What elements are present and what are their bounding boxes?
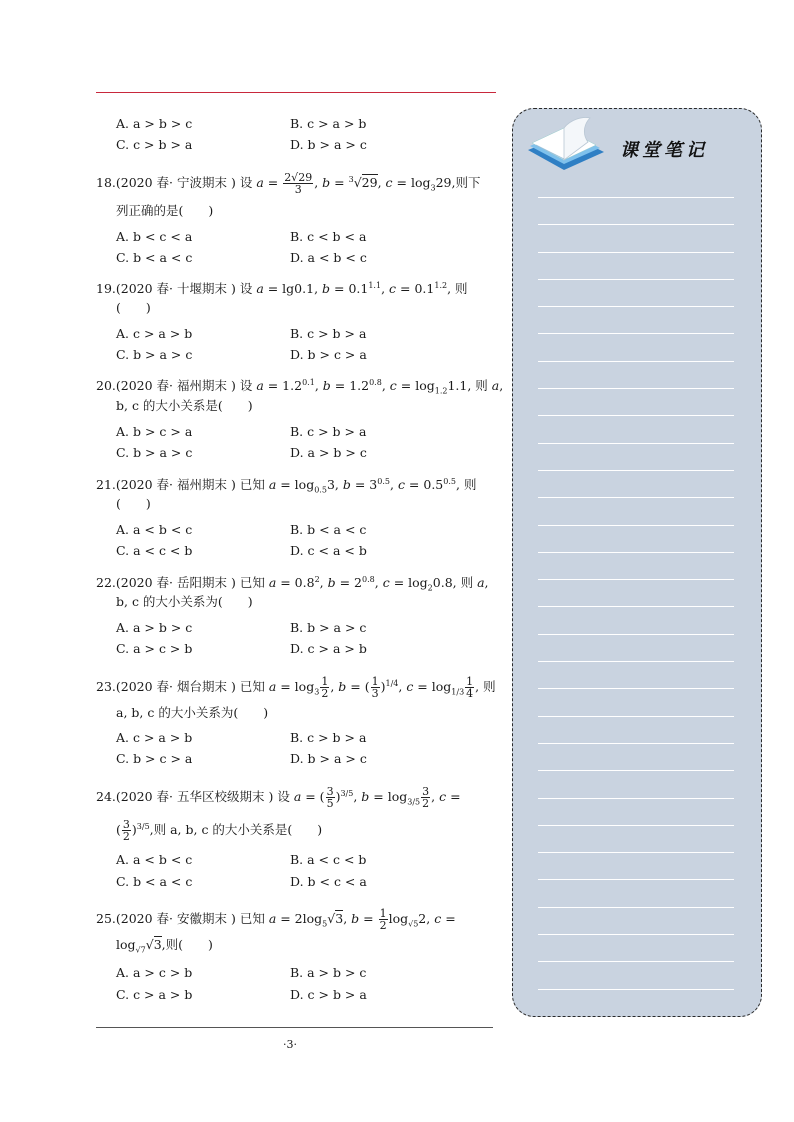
note-lines[interactable] — [538, 197, 734, 1016]
note-line — [538, 552, 734, 553]
q25-stem: 25.(2020 春· 安徽期末 ) 已知 $a = 2\log_5√3$, b = $\frac{1}{2}$ $\log_{√5}2$, c = — [96, 907, 456, 932]
q23-stem: 23.(2020 春· 烟台期末 ) 已知 $a = \log_3$ $\frac{1}{2}$ , b = ( $\frac{1}{3}$ )$^{1/4}$, $c = \log_{1/3}$ $\frac{1}{4}$ , 则 — [96, 675, 496, 701]
q24-stem: 24.(2020 春· 五华区校级期末 ) 设 a = ( $\frac{3}{5}$ )$^{3/5}$, $b = \log_{3/5}$ $\frac{3}{2}$ , c = — [96, 785, 461, 811]
note-line — [538, 606, 734, 607]
q23-option-c[interactable]: C. b > c > a — [116, 751, 193, 766]
q25-option-d[interactable]: D. c > b > a — [290, 987, 367, 1002]
q18-number: 18. — [96, 175, 116, 191]
q18-source: (2020 春· 宁波期末 ) 设 — [115, 175, 253, 191]
q21-line2: ( ) — [116, 496, 151, 511]
q24-option-b[interactable]: B. a < c < b — [290, 852, 367, 867]
q19-stem: 19.(2020 春· 十堰期末 ) 设 a = lg0.1, $b = 0.1^{1.1}$, $c = 0.1^{1.2}$, 则 — [96, 281, 468, 297]
q20-option-c[interactable]: C. b > a > c — [116, 445, 193, 460]
q23-option-b[interactable]: B. c > b > a — [290, 730, 367, 745]
note-line — [538, 361, 734, 362]
q20-line2: b, c 的大小关系是( ) — [116, 398, 253, 413]
q19-option-b[interactable]: B. c > b > a — [290, 326, 367, 341]
note-line — [538, 661, 734, 662]
note-line — [538, 306, 734, 307]
note-line — [538, 879, 734, 880]
note-line — [538, 798, 734, 799]
q18-option-b[interactable]: B. c < b < a — [290, 229, 367, 244]
q22-option-c[interactable]: C. a > c > b — [116, 641, 193, 656]
note-line — [538, 688, 734, 689]
q17-option-c[interactable]: C. c > b > a — [116, 137, 193, 152]
q19-option-c[interactable]: C. b > a > c — [116, 347, 193, 362]
note-line — [538, 961, 734, 962]
note-line — [538, 634, 734, 635]
notebook-icon — [524, 112, 608, 174]
note-line — [538, 252, 734, 253]
q21-option-d[interactable]: D. c < a < b — [290, 543, 367, 558]
note-line — [538, 470, 734, 471]
note-line — [538, 415, 734, 416]
q20-option-b[interactable]: B. c > b > a — [290, 424, 367, 439]
q19-option-d[interactable]: D. b > c > a — [290, 347, 367, 362]
q25-option-a[interactable]: A. a > c > b — [116, 965, 193, 980]
q21-option-a[interactable]: A. a < b < c — [116, 522, 193, 537]
q22-option-a[interactable]: A. a > b > c — [116, 620, 193, 635]
q21-stem: 21.(2020 春· 福州期末 ) 已知 $a = \log_{0.5}3$, $b = 3^{0.5}$, $c = 0.5^{0.5}$, 则 — [96, 477, 477, 495]
q25-option-c[interactable]: C. c > a > b — [116, 987, 193, 1002]
q17-option-d[interactable]: D. b > a > c — [290, 137, 367, 152]
note-line — [538, 388, 734, 389]
note-line — [538, 989, 734, 990]
q23-option-a[interactable]: A. c > a > b — [116, 730, 193, 745]
q20-option-a[interactable]: A. b > c > a — [116, 424, 193, 439]
note-line — [538, 443, 734, 444]
q21-option-b[interactable]: B. b < a < c — [290, 522, 367, 537]
q20-stem: 20.(2020 春· 福州期末 ) 设 $a = 1.2^{0.1}$, $b = 1.2^{0.8}$, $c = \log_{1.2}1.1$, 则 a, — [96, 378, 504, 396]
q18-stem: 18.(2020 春· 宁波期末 ) 设 a = $\frac{2√29}{3}$ , b = $^3$√29, $c = \log_329$,则下 — [96, 171, 481, 197]
q22-stem: 22.(2020 春· 岳阳期末 ) 已知 $a = 0.8^2$, $b = 2^{0.8}$, $c = \log_20.8$, 则 a, — [96, 575, 489, 593]
q18-option-d[interactable]: D. a < b < c — [290, 250, 367, 265]
q25-option-b[interactable]: B. a > b > c — [290, 965, 367, 980]
bottom-rule — [96, 1027, 493, 1028]
q22-option-d[interactable]: D. c > a > b — [290, 641, 367, 656]
note-line — [538, 716, 734, 717]
note-line — [538, 224, 734, 225]
q17-option-a[interactable]: A. a > b > c — [116, 116, 193, 131]
q24-option-a[interactable]: A. a < b < c — [116, 852, 193, 867]
note-line — [538, 279, 734, 280]
page-number: ·3· — [283, 1038, 297, 1051]
q24-line2: ( $\frac{3}{2}$ )$^{3/5}$,则 a, b, c 的大小关系是( ) — [116, 818, 323, 844]
note-line — [538, 525, 734, 526]
q23-line2: a, b, c 的大小关系为( ) — [116, 705, 269, 720]
note-line — [538, 825, 734, 826]
note-line — [538, 852, 734, 853]
notes-title: 课堂笔记 — [620, 140, 708, 161]
note-line — [538, 579, 734, 580]
q24-option-c[interactable]: C. b < a < c — [116, 874, 193, 889]
q20-option-d[interactable]: D. a > b > c — [290, 445, 367, 460]
top-rule — [96, 92, 496, 93]
note-line — [538, 333, 734, 334]
q22-option-b[interactable]: B. b > a > c — [290, 620, 367, 635]
q19-line2: ( ) — [116, 300, 151, 315]
note-line — [538, 770, 734, 771]
q23-option-d[interactable]: D. b > a > c — [290, 751, 367, 766]
q18-option-a[interactable]: A. b < c < a — [116, 229, 193, 244]
q25-line2: $\log_{√7}√3$,则( ) — [116, 937, 213, 955]
q18-fraction: $\frac{2√29}{3}$ — [284, 171, 313, 197]
q17-option-b[interactable]: B. c > a > b — [290, 116, 367, 131]
note-line — [538, 497, 734, 498]
q21-option-c[interactable]: C. a < c < b — [116, 543, 193, 558]
q18-option-c[interactable]: C. b < a < c — [116, 250, 193, 265]
note-line — [538, 197, 734, 198]
note-line — [538, 743, 734, 744]
q18-line2: 列正确的是( ) — [116, 203, 214, 218]
q19-option-a[interactable]: A. c > a > b — [116, 326, 193, 341]
q24-option-d[interactable]: D. b < c < a — [290, 874, 367, 889]
note-line — [538, 907, 734, 908]
q22-line2: b, c 的大小关系为( ) — [116, 594, 253, 609]
note-line — [538, 934, 734, 935]
